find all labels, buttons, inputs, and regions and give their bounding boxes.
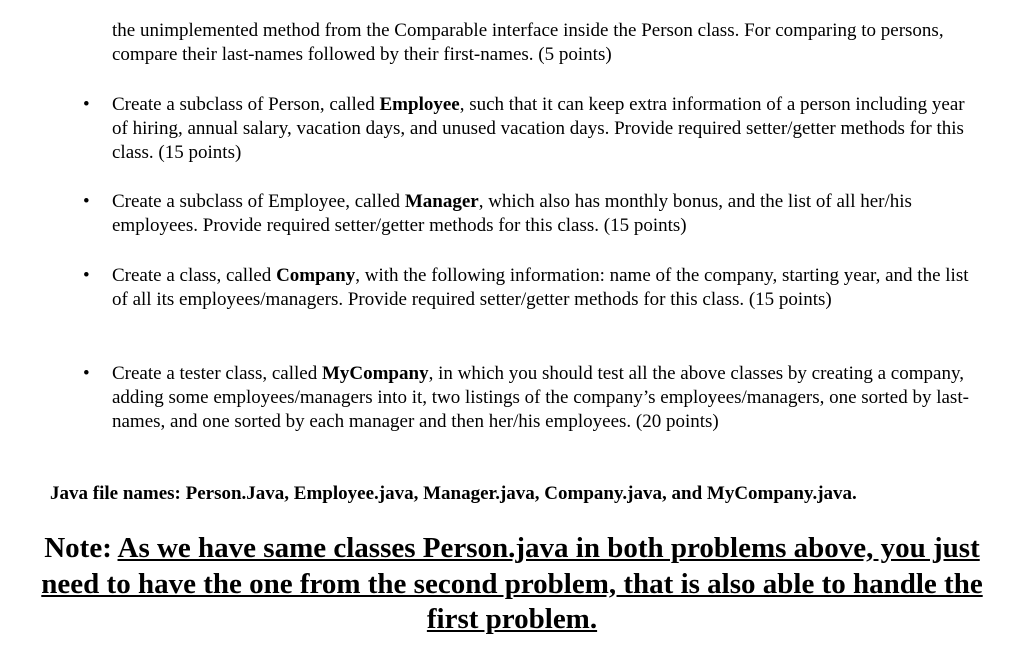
bullet-text-suffix: , with the following information: name of the company, starting year, and the list of all its employees/managers. Provide required setter/getter methods for this class. (15 points)	[112, 265, 969, 310]
bullet-icon: •	[83, 265, 90, 286]
bullet-text-suffix: , such that it can keep extra information of a person including year of hiring, annual salary, vacation days, and unused vacation days. Provide required setter/getter methods for this class. (15 points)	[112, 94, 965, 163]
class-name-company: Company	[276, 265, 356, 286]
bullet-text-prefix: Create a tester class, called	[112, 363, 322, 384]
bullet-text-suffix: , in which you should test all the above classes by creating a company, adding some employees/managers into it, two listings of the company’s employees/managers, one sorted by last-names, and one sorted by each manager and then her/his employees. (20 points)	[112, 363, 969, 432]
bullet-item-employee	[112, 93, 972, 165]
note-label: Note:	[44, 532, 118, 564]
bullet-text-prefix: Create a subclass of Employee, called	[112, 191, 405, 212]
bullet-icon: •	[83, 191, 90, 212]
bullet-icon: •	[83, 363, 90, 384]
class-name-employee: Employee	[379, 94, 460, 115]
bullet-icon: •	[83, 94, 90, 115]
class-name-manager: Manager	[404, 191, 479, 212]
note-text: As we have same classes Person.java in both problems above, you just need to have the one from the second problem, that is also able to handle the first problem.	[41, 532, 983, 635]
note-block	[30, 531, 994, 638]
bullet-text-prefix: Create a subclass of Person, called	[112, 94, 380, 115]
intro-paragraph: the unimplemented method from the Comparable interface inside the Person class. For comparing to persons, compare their last-names followed by their first-names. (5 points)	[112, 20, 944, 65]
bullet-item-manager	[112, 190, 972, 238]
bullet-item-mycompany	[112, 362, 972, 434]
class-name-mycompany: MyCompany	[321, 363, 429, 384]
bullet-item-company	[112, 264, 972, 312]
bullet-text-prefix: Create a class, called	[112, 265, 277, 286]
java-file-names: Java file names: Person.Java, Employee.java, Manager.java, Company.java, and MyCompany.java.	[50, 483, 857, 504]
bullet-text-suffix: , which also has monthly bonus, and the list of all her/his employees. Provide required setter/getter methods for this class. (15 points)	[112, 191, 912, 236]
